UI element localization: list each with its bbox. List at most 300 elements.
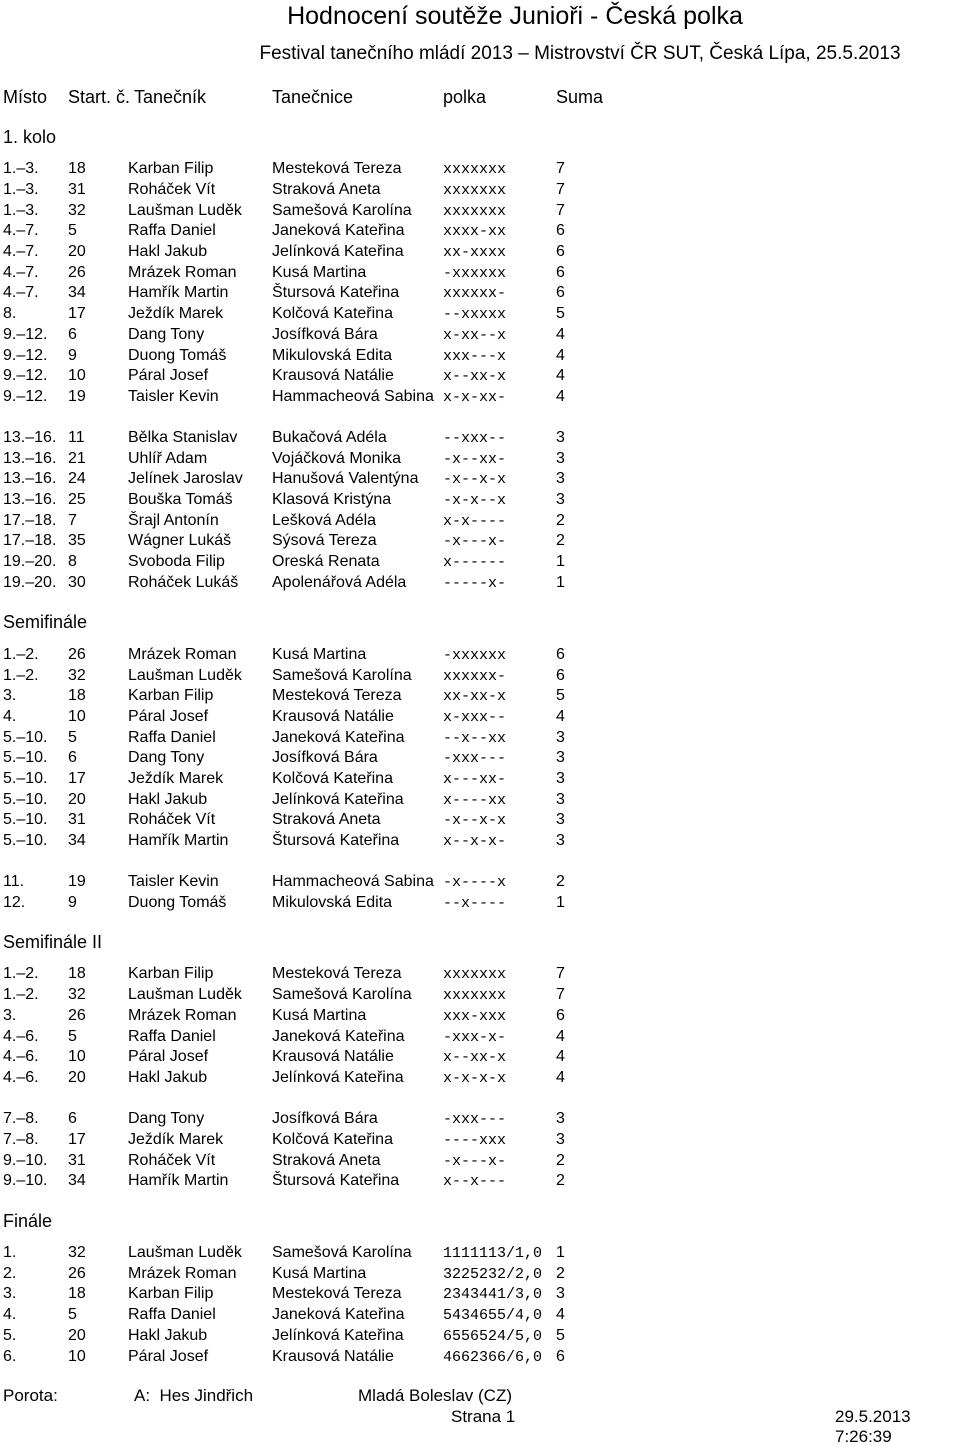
marks-polka: x-x---- — [443, 513, 507, 530]
start-number: 9 — [68, 894, 77, 911]
table-row — [0, 685, 960, 706]
result-sum: 4 — [556, 326, 565, 343]
result-sum: 6 — [556, 1348, 565, 1365]
partner-name: Josífková Bára — [272, 1110, 378, 1127]
start-number: 18 — [68, 1285, 86, 1302]
dancer-name: Bělka Stanislav — [128, 429, 238, 446]
result-place: 1.–3. — [3, 181, 39, 198]
dancer-name: Bouška Tomáš — [128, 491, 233, 508]
result-place: 5.–10. — [3, 729, 48, 746]
table-row — [0, 1304, 960, 1325]
result-sum: 5 — [556, 1327, 565, 1344]
result-sum: 3 — [556, 1285, 565, 1302]
result-place: 17.–18. — [3, 512, 57, 529]
start-number: 19 — [68, 388, 86, 405]
marks-polka: x-x-x-x — [443, 1070, 507, 1087]
dancer-name: Raffa Daniel — [128, 1028, 216, 1045]
table-row — [0, 303, 960, 324]
result-sum: 4 — [556, 708, 565, 725]
table-row — [0, 1283, 960, 1304]
partner-name: Štursová Kateřina — [272, 832, 400, 849]
result-place: 4.–7. — [3, 222, 39, 239]
table-row — [0, 241, 960, 262]
partner-name: Jelínková Kateřina — [272, 1069, 404, 1086]
dancer-name: Taisler Kevin — [128, 873, 219, 890]
result-sum: 6 — [556, 222, 565, 239]
partner-name: Krausová Natálie — [272, 708, 394, 725]
dancer-name: Hamřík Martin — [128, 832, 229, 849]
start-number: 26 — [68, 264, 86, 281]
table-row — [0, 1005, 960, 1026]
marks-polka: x--x-x- — [443, 833, 507, 850]
dancer-name: Duong Tomáš — [128, 347, 227, 364]
partner-name: Samešová Karolína — [272, 202, 412, 219]
marks-polka: 5434655/4,0 — [443, 1307, 543, 1324]
dancer-name: Mrázek Roman — [128, 264, 237, 281]
table-row — [0, 1108, 960, 1129]
marks-polka: -x--x-x — [443, 471, 507, 488]
partner-name: Samešová Karolína — [272, 667, 412, 684]
partner-name: Štursová Kateřina — [272, 284, 400, 301]
table-row — [0, 1325, 960, 1346]
result-sum: 3 — [556, 491, 565, 508]
marks-polka: xxxxxx- — [443, 285, 507, 302]
dancer-name: Karban Filip — [128, 687, 214, 704]
partner-name: Hammacheová Sabina — [272, 388, 434, 405]
marks-polka: -x--xx- — [443, 451, 507, 468]
partner-name: Mesteková Tereza — [272, 965, 402, 982]
partner-name: Hanušová Valentýna — [272, 470, 419, 487]
table-row — [0, 489, 960, 510]
dancer-name: Laušman Luděk — [128, 202, 242, 219]
partner-name: Mikulovská Edita — [272, 347, 393, 364]
marks-polka: -xxxxxx — [443, 265, 507, 282]
result-place: 11. — [3, 873, 25, 890]
result-sum: 6 — [556, 1007, 565, 1024]
partner-name: Janeková Kateřina — [272, 1306, 405, 1323]
header-dancer: Tanečník — [134, 87, 207, 107]
dancer-name: Mrázek Roman — [128, 1265, 237, 1282]
marks-polka: x--xx-x — [443, 368, 507, 385]
partner-name: Josífková Bára — [272, 326, 378, 343]
marks-polka: -xxx--- — [443, 750, 507, 767]
start-number: 32 — [68, 667, 86, 684]
dancer-name: Svoboda Filip — [128, 553, 225, 570]
table-row — [0, 365, 960, 386]
start-number: 32 — [68, 202, 86, 219]
start-number: 10 — [68, 1348, 86, 1365]
marks-polka: -x-x--x — [443, 492, 507, 509]
result-place: 9.–10. — [3, 1152, 48, 1169]
result-place: 4. — [3, 1306, 17, 1323]
result-place: 6. — [3, 1348, 17, 1365]
marks-polka: ----xxx — [443, 1132, 507, 1149]
start-number: 10 — [68, 708, 86, 725]
result-place: 12. — [3, 894, 26, 911]
marks-polka: xx-xxxx — [443, 244, 507, 261]
start-number: 20 — [68, 1327, 86, 1344]
start-number: 9 — [68, 347, 77, 364]
dancer-name: Hakl Jakub — [128, 243, 208, 260]
result-sum: 3 — [556, 1110, 565, 1127]
start-number: 18 — [68, 965, 86, 982]
table-row — [0, 572, 960, 593]
table-row — [0, 892, 960, 913]
result-place: 3. — [3, 1285, 17, 1302]
table-row — [0, 1242, 960, 1263]
start-number: 34 — [68, 1172, 86, 1189]
page-number: Strana 1 — [451, 1407, 516, 1426]
marks-polka: x-xx--x — [443, 327, 507, 344]
start-number: 18 — [68, 687, 86, 704]
result-place: 1.–2. — [3, 986, 39, 1003]
dancer-name: Karban Filip — [128, 1285, 214, 1302]
table-row — [0, 448, 960, 469]
table-row — [0, 871, 960, 892]
judge-city: Mladá Boleslav (CZ) — [358, 1386, 512, 1405]
table-row — [0, 963, 960, 984]
result-place: 19.–20. — [3, 574, 57, 591]
result-sum: 2 — [556, 1152, 565, 1169]
result-sum: 2 — [556, 532, 565, 549]
dancer-name: Hakl Jakub — [128, 1327, 208, 1344]
marks-polka: xxx-xxx — [443, 1008, 507, 1025]
marks-polka: -x----x — [443, 874, 507, 891]
result-place: 9.–12. — [3, 347, 48, 364]
marks-polka: 4662366/6,0 — [443, 1349, 543, 1366]
marks-polka: x-x-xx- — [443, 389, 507, 406]
start-number: 35 — [68, 532, 86, 549]
start-number: 6 — [68, 326, 77, 343]
page-title: Hodnocení soutěže Junioři - Česká polka — [287, 2, 743, 30]
dancer-name: Hakl Jakub — [128, 791, 208, 808]
start-number: 8 — [68, 553, 77, 570]
table-row — [0, 220, 960, 241]
partner-name: Mesteková Tereza — [272, 687, 402, 704]
marks-polka: xxxxxxx — [443, 987, 507, 1004]
marks-polka: xxxxxxx — [443, 161, 507, 178]
dancer-name: Mrázek Roman — [128, 1007, 237, 1024]
dancer-name: Páral Josef — [128, 1348, 209, 1365]
marks-polka: 6556524/5,0 — [443, 1328, 543, 1345]
partner-name: Samešová Karolína — [272, 1244, 412, 1261]
start-number: 32 — [68, 986, 86, 1003]
result-place: 1. — [3, 1244, 17, 1261]
dancer-name: Jelínek Jaroslav — [128, 470, 243, 487]
table-row — [0, 427, 960, 448]
result-sum: 7 — [556, 986, 565, 1003]
result-sum: 6 — [556, 243, 565, 260]
result-sum: 3 — [556, 729, 565, 746]
dancer-name: Laušman Luděk — [128, 1244, 242, 1261]
start-number: 10 — [68, 1048, 86, 1065]
dancer-name: Karban Filip — [128, 965, 214, 982]
dancer-name: Roháček Lukáš — [128, 574, 239, 591]
start-number: 6 — [68, 1110, 77, 1127]
result-sum: 3 — [556, 1131, 565, 1148]
table-row — [0, 727, 960, 748]
marks-polka: -x---x- — [443, 1153, 507, 1170]
result-place: 1.–2. — [3, 965, 39, 982]
result-sum: 3 — [556, 811, 565, 828]
table-row — [0, 282, 960, 303]
header-sum: Suma — [556, 87, 604, 107]
result-sum: 3 — [556, 450, 565, 467]
partner-name: Samešová Karolína — [272, 986, 412, 1003]
partner-name: Mikulovská Edita — [272, 894, 393, 911]
result-sum: 3 — [556, 429, 565, 446]
table-row — [0, 1346, 960, 1367]
marks-polka: xxx---x — [443, 348, 507, 365]
partner-name: Bukačová Adéla — [272, 429, 387, 446]
start-number: 25 — [68, 491, 86, 508]
table-row — [0, 324, 960, 345]
result-sum: 7 — [556, 965, 565, 982]
marks-polka: -----x- — [443, 575, 507, 592]
start-number: 17 — [68, 305, 86, 322]
result-place: 9.–12. — [3, 326, 48, 343]
partner-name: Straková Aneta — [272, 811, 381, 828]
judge-name: A: Hes Jindřich — [134, 1386, 254, 1405]
dancer-name: Uhlíř Adam — [128, 450, 208, 467]
start-number: 17 — [68, 1131, 86, 1148]
result-sum: 6 — [556, 646, 565, 663]
marks-polka: xxxxxxx — [443, 203, 507, 220]
dancer-name: Roháček Vít — [128, 1152, 216, 1169]
start-number: 5 — [68, 222, 77, 239]
partner-name: Kusá Martina — [272, 646, 367, 663]
dancer-name: Ježdík Marek — [128, 305, 224, 322]
marks-polka: x------ — [443, 554, 507, 571]
marks-polka: 2343441/3,0 — [443, 1286, 543, 1303]
marks-polka: -x---x- — [443, 533, 507, 550]
section-heading-semifinal-2: Semifinále II — [3, 932, 103, 952]
jury-label: Porota: — [3, 1386, 58, 1405]
start-number: 18 — [68, 160, 86, 177]
result-sum: 1 — [556, 553, 565, 570]
result-place: 4. — [3, 708, 17, 725]
section-heading-round1: 1. kolo — [3, 127, 57, 147]
marks-polka: -x--x-x — [443, 812, 507, 829]
dancer-name: Karban Filip — [128, 160, 214, 177]
partner-name: Vojáčková Monika — [272, 450, 401, 467]
marks-polka: 1111113/1,0 — [443, 1245, 543, 1262]
marks-polka: xx-xx-x — [443, 688, 507, 705]
result-sum: 3 — [556, 470, 565, 487]
start-number: 5 — [68, 1306, 77, 1323]
partner-name: Krausová Natálie — [272, 367, 394, 384]
page-subtitle: Festival tanečního mládí 2013 – Mistrovství ČR SUT, Česká Lípa, 25.5.2013 — [259, 43, 901, 64]
marks-polka: xxxxxxx — [443, 966, 507, 983]
start-number: 31 — [68, 181, 86, 198]
result-place: 5. — [3, 1327, 17, 1344]
table-row — [0, 830, 960, 851]
dancer-name: Ježdík Marek — [128, 1131, 224, 1148]
start-number: 26 — [68, 1265, 86, 1282]
marks-polka: 3225232/2,0 — [443, 1266, 543, 1283]
marks-polka: -xxx-x- — [443, 1029, 507, 1046]
result-sum: 6 — [556, 667, 565, 684]
result-sum: 5 — [556, 687, 565, 704]
partner-name: Kusá Martina — [272, 264, 367, 281]
result-place: 5.–10. — [3, 832, 48, 849]
result-sum: 4 — [556, 1048, 565, 1065]
table-row — [0, 1170, 960, 1191]
result-sum: 7 — [556, 160, 565, 177]
dancer-name: Duong Tomáš — [128, 894, 227, 911]
result-place: 5.–10. — [3, 770, 48, 787]
result-place: 9.–12. — [3, 367, 48, 384]
partner-name: Straková Aneta — [272, 1152, 381, 1169]
result-sum: 3 — [556, 770, 565, 787]
table-row — [0, 345, 960, 366]
start-number: 31 — [68, 1152, 86, 1169]
result-sum: 2 — [556, 1172, 565, 1189]
start-number: 20 — [68, 1069, 86, 1086]
partner-name: Mesteková Tereza — [272, 160, 402, 177]
result-sum: 4 — [556, 388, 565, 405]
result-place: 7.–8. — [3, 1110, 39, 1127]
dancer-name: Páral Josef — [128, 708, 209, 725]
result-sum: 6 — [556, 264, 565, 281]
marks-polka: x---xx- — [443, 771, 507, 788]
partner-name: Janeková Kateřina — [272, 1028, 405, 1045]
result-sum: 2 — [556, 873, 565, 890]
result-sum: 4 — [556, 347, 565, 364]
print-timestamp: 29.5.2013 7:26:39 — [835, 1407, 911, 1446]
start-number: 11 — [68, 429, 85, 446]
dancer-name: Raffa Daniel — [128, 1306, 216, 1323]
result-sum: 3 — [556, 749, 565, 766]
dancer-name: Mrázek Roman — [128, 646, 237, 663]
partner-name: Kolčová Kateřina — [272, 305, 393, 322]
dancer-name: Hakl Jakub — [128, 1069, 208, 1086]
start-number: 5 — [68, 729, 77, 746]
result-place: 7.–8. — [3, 1131, 39, 1148]
partner-name: Kolčová Kateřina — [272, 770, 393, 787]
result-sum: 5 — [556, 305, 565, 322]
result-place: 2. — [3, 1265, 17, 1282]
partner-name: Straková Aneta — [272, 181, 381, 198]
result-sum: 2 — [556, 1265, 565, 1282]
result-place: 13.–16. — [3, 450, 57, 467]
result-place: 8. — [3, 305, 17, 322]
marks-polka: x--x--- — [443, 1173, 507, 1190]
result-place: 1.–3. — [3, 160, 39, 177]
result-place: 4.–7. — [3, 264, 39, 281]
dancer-name: Raffa Daniel — [128, 222, 216, 239]
table-row — [0, 510, 960, 531]
dancer-name: Roháček Vít — [128, 181, 216, 198]
partner-name: Kusá Martina — [272, 1265, 367, 1282]
start-number: 31 — [68, 811, 86, 828]
table-row — [0, 1067, 960, 1088]
partner-name: Janeková Kateřina — [272, 729, 405, 746]
start-number: 6 — [68, 749, 77, 766]
result-place: 9.–10. — [3, 1172, 48, 1189]
result-sum: 4 — [556, 1028, 565, 1045]
result-sum: 4 — [556, 1069, 565, 1086]
dancer-name: Hamřík Martin — [128, 1172, 229, 1189]
result-sum: 4 — [556, 1306, 565, 1323]
dancer-name: Hamřík Martin — [128, 284, 229, 301]
partner-name: Lešková Adéla — [272, 512, 377, 529]
dancer-name: Dang Tony — [128, 1110, 205, 1127]
result-sum: 3 — [556, 832, 565, 849]
marks-polka: x--xx-x — [443, 1049, 507, 1066]
partner-name: Štursová Kateřina — [272, 1172, 400, 1189]
result-place: 3. — [3, 687, 17, 704]
table-row — [0, 530, 960, 551]
result-place: 4.–7. — [3, 284, 39, 301]
start-number: 26 — [68, 1007, 86, 1024]
dancer-name: Dang Tony — [128, 749, 205, 766]
result-sum: 2 — [556, 512, 565, 529]
dancer-name: Taisler Kevin — [128, 388, 219, 405]
partner-name: Krausová Natálie — [272, 1048, 394, 1065]
result-place: 4.–6. — [3, 1069, 39, 1086]
table-row — [0, 1046, 960, 1067]
partner-name: Janeková Kateřina — [272, 222, 405, 239]
partner-name: Josífková Bára — [272, 749, 378, 766]
result-sum: 3 — [556, 791, 565, 808]
partner-name: Oreská Renata — [272, 553, 380, 570]
result-place: 1.–2. — [3, 646, 39, 663]
result-sum: 4 — [556, 367, 565, 384]
result-sum: 1 — [556, 894, 565, 911]
header-dance: polka — [443, 87, 487, 107]
table-row — [0, 551, 960, 572]
table-row — [0, 386, 960, 407]
dancer-name: Páral Josef — [128, 367, 209, 384]
partner-name: Kolčová Kateřina — [272, 1131, 393, 1148]
dancer-name: Laušman Luděk — [128, 667, 242, 684]
table-row — [0, 1263, 960, 1284]
table-row — [0, 200, 960, 221]
result-place: 3. — [3, 1007, 17, 1024]
table-row — [0, 468, 960, 489]
start-number: 21 — [68, 450, 86, 467]
table-row — [0, 644, 960, 665]
result-place: 4.–7. — [3, 243, 39, 260]
result-sum: 1 — [556, 574, 565, 591]
start-number: 5 — [68, 1028, 77, 1045]
result-place: 4.–6. — [3, 1048, 39, 1065]
start-number: 24 — [68, 470, 86, 487]
start-number: 34 — [68, 832, 86, 849]
marks-polka: --xxx-- — [443, 430, 507, 447]
start-number: 20 — [68, 791, 86, 808]
dancer-name: Roháček Vít — [128, 811, 216, 828]
start-number: 10 — [68, 367, 86, 384]
start-number: 19 — [68, 873, 86, 890]
dancer-name: Laušman Luděk — [128, 986, 242, 1003]
partner-name: Jelínková Kateřina — [272, 243, 404, 260]
marks-polka: --x--xx — [443, 730, 507, 747]
header-partner: Tanečnice — [272, 87, 354, 107]
marks-polka: xxxxxx- — [443, 668, 507, 685]
table-row — [0, 262, 960, 283]
partner-name: Mesteková Tereza — [272, 1285, 402, 1302]
start-number: 20 — [68, 243, 86, 260]
result-place: 9.–12. — [3, 388, 48, 405]
result-place: 1.–3. — [3, 202, 39, 219]
result-sum: 7 — [556, 181, 565, 198]
table-row — [0, 789, 960, 810]
result-place: 5.–10. — [3, 791, 48, 808]
result-place: 5.–10. — [3, 811, 48, 828]
table-row — [0, 1150, 960, 1171]
